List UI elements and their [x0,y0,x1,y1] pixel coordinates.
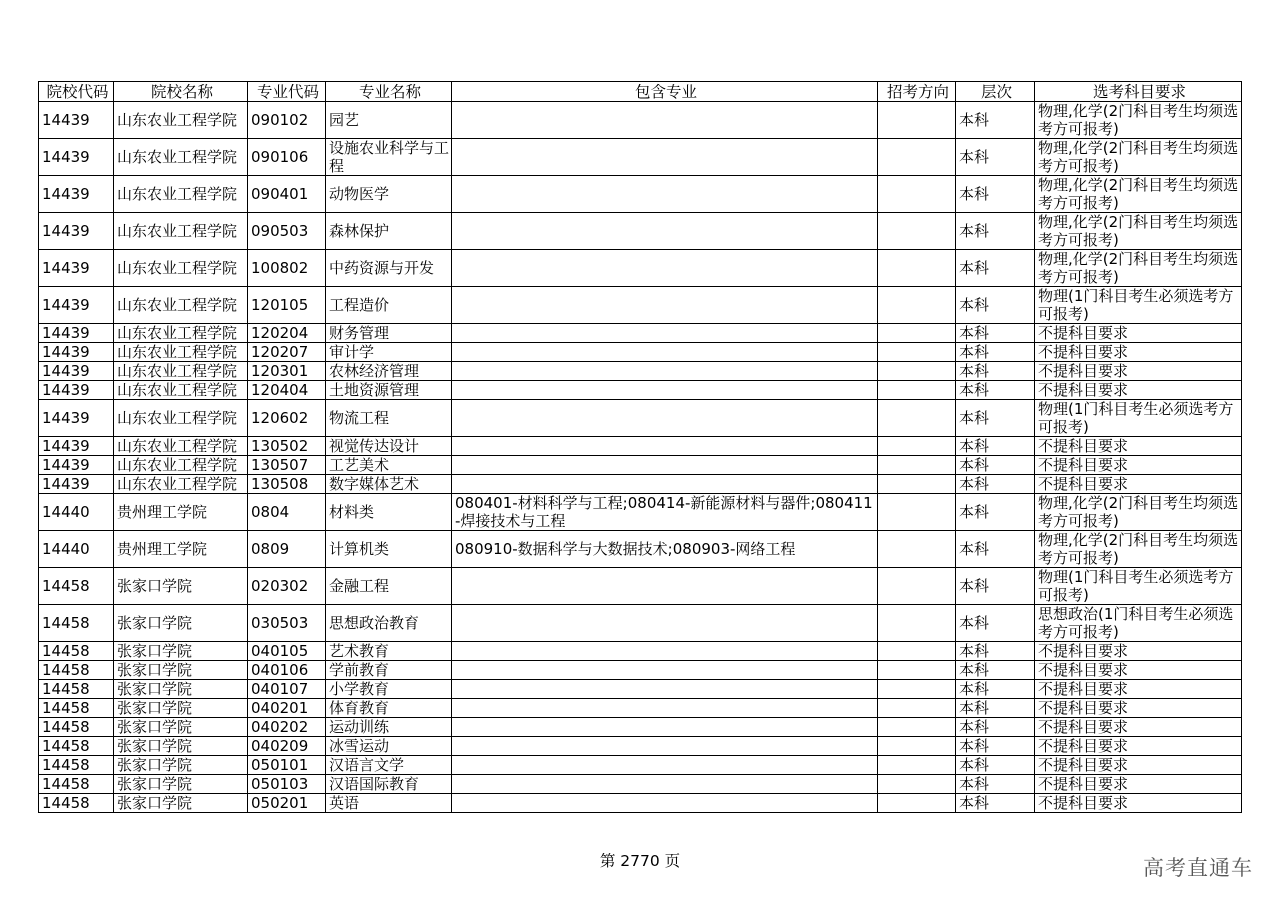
school-code-cell: 14439 [39,324,114,343]
direction-cell [878,437,956,456]
direction-cell [878,494,956,531]
major-code-cell: 120105 [248,287,326,324]
school-code-cell: 14458 [39,718,114,737]
major-name-cell: 小学教育 [326,680,452,699]
major-name-cell: 财务管理 [326,324,452,343]
level-cell: 本科 [956,794,1035,813]
included-majors-cell [452,102,878,139]
school-name-cell: 山东农业工程学院 [114,475,248,494]
table-row [39,456,1242,475]
level-cell: 本科 [956,737,1035,756]
included-majors-cell [452,139,878,176]
school-name-cell: 山东农业工程学院 [114,437,248,456]
major-name-cell: 物流工程 [326,400,452,437]
level-cell: 本科 [956,531,1035,568]
school-code-cell: 14458 [39,661,114,680]
major-name-cell: 数字媒体艺术 [326,475,452,494]
included-majors-cell [452,456,878,475]
subject-requirement-cell: 不提科目要求 [1035,456,1242,475]
school-code-cell: 14458 [39,680,114,699]
major-code-cell: 090401 [248,176,326,213]
school-name-cell: 张家口学院 [114,605,248,642]
level-cell: 本科 [956,250,1035,287]
level-cell: 本科 [956,362,1035,381]
included-majors-cell [452,176,878,213]
major-code-cell: 020302 [248,568,326,605]
subject-requirement-cell: 不提科目要求 [1035,794,1242,813]
major-code-cell: 040209 [248,737,326,756]
school-code-cell: 14439 [39,102,114,139]
table-row [39,680,1242,699]
school-name-cell: 张家口学院 [114,737,248,756]
major-code-cell: 0809 [248,531,326,568]
included-majors-cell [452,642,878,661]
included-majors-cell [452,756,878,775]
major-code-cell: 040106 [248,661,326,680]
table-row [39,756,1242,775]
direction-cell [878,718,956,737]
school-name-cell: 山东农业工程学院 [114,456,248,475]
direction-cell [878,324,956,343]
major-code-cell: 120602 [248,400,326,437]
major-code-cell: 120204 [248,324,326,343]
direction-cell [878,699,956,718]
major-code-cell: 040105 [248,642,326,661]
level-cell: 本科 [956,718,1035,737]
table-row [39,102,1242,139]
major-name-cell: 工艺美术 [326,456,452,475]
included-majors-cell [452,250,878,287]
school-name-cell: 张家口学院 [114,642,248,661]
subject-requirement-cell: 不提科目要求 [1035,362,1242,381]
direction-cell [878,605,956,642]
major-name-cell: 英语 [326,794,452,813]
major-name-cell: 材料类 [326,494,452,531]
direction-cell [878,661,956,680]
table-row [39,213,1242,250]
school-code-cell: 14439 [39,362,114,381]
level-cell: 本科 [956,381,1035,400]
school-code-cell: 14458 [39,756,114,775]
school-name-cell: 贵州理工学院 [114,531,248,568]
subject-requirement-cell: 物理,化学(2门科目考生均须选考方可报考) [1035,139,1242,176]
table-row [39,737,1242,756]
level-cell: 本科 [956,756,1035,775]
school-name-cell: 山东农业工程学院 [114,324,248,343]
table-row [39,176,1242,213]
school-code-cell: 14439 [39,381,114,400]
direction-cell [878,102,956,139]
table-row [39,775,1242,794]
school-code-cell: 14458 [39,605,114,642]
major-code-cell: 120301 [248,362,326,381]
table-row [39,381,1242,400]
school-name-cell: 山东农业工程学院 [114,362,248,381]
major-name-cell: 体育教育 [326,699,452,718]
school-name-cell: 山东农业工程学院 [114,102,248,139]
level-cell: 本科 [956,568,1035,605]
major-name-cell: 冰雪运动 [326,737,452,756]
school-code-cell: 14439 [39,176,114,213]
major-name-cell: 土地资源管理 [326,381,452,400]
admission-requirements-table [38,81,1242,813]
subject-requirement-cell: 不提科目要求 [1035,775,1242,794]
school-code-cell: 14458 [39,775,114,794]
direction-cell [878,250,956,287]
major-name-cell: 中药资源与开发 [326,250,452,287]
table-row [39,531,1242,568]
school-code-cell: 14439 [39,250,114,287]
subject-requirement-cell: 物理,化学(2门科目考生均须选考方可报考) [1035,494,1242,531]
included-majors-cell [452,437,878,456]
included-majors-cell [452,605,878,642]
table-row [39,287,1242,324]
level-cell: 本科 [956,456,1035,475]
subject-requirement-cell: 不提科目要求 [1035,437,1242,456]
school-code-cell: 14439 [39,139,114,176]
included-majors-cell [452,324,878,343]
table-row [39,794,1242,813]
level-cell: 本科 [956,642,1035,661]
school-name-cell: 张家口学院 [114,699,248,718]
subject-requirement-cell: 物理,化学(2门科目考生均须选考方可报考) [1035,176,1242,213]
table-row [39,699,1242,718]
table-row [39,343,1242,362]
subject-requirement-cell: 物理(1门科目考生必须选考方可报考) [1035,568,1242,605]
table-row [39,400,1242,437]
subject-requirement-cell: 物理(1门科目考生必须选考方可报考) [1035,400,1242,437]
direction-cell [878,362,956,381]
major-code-cell: 050103 [248,775,326,794]
subject-requirement-cell: 不提科目要求 [1035,343,1242,362]
subject-requirement-cell: 物理,化学(2门科目考生均须选考方可报考) [1035,102,1242,139]
included-majors-cell [452,680,878,699]
level-cell: 本科 [956,494,1035,531]
major-code-cell: 130508 [248,475,326,494]
major-code-cell: 130502 [248,437,326,456]
subject-requirement-cell: 不提科目要求 [1035,756,1242,775]
major-name-cell: 学前教育 [326,661,452,680]
direction-cell [878,680,956,699]
table-row [39,568,1242,605]
subject-requirement-cell: 不提科目要求 [1035,381,1242,400]
school-code-cell: 14439 [39,343,114,362]
school-code-cell: 14440 [39,531,114,568]
included-majors-cell [452,343,878,362]
major-name-cell: 金融工程 [326,568,452,605]
school-code-cell: 14439 [39,287,114,324]
subject-requirement-cell: 物理,化学(2门科目考生均须选考方可报考) [1035,531,1242,568]
table-row [39,362,1242,381]
header-school-name: 院校名称 [114,82,248,102]
school-code-cell: 14458 [39,794,114,813]
table-header-row [39,82,1242,102]
direction-cell [878,794,956,813]
direction-cell [878,531,956,568]
level-cell: 本科 [956,102,1035,139]
direction-cell [878,642,956,661]
included-majors-cell [452,287,878,324]
included-majors-cell [452,362,878,381]
level-cell: 本科 [956,680,1035,699]
level-cell: 本科 [956,287,1035,324]
subject-requirement-cell: 不提科目要求 [1035,324,1242,343]
school-name-cell: 张家口学院 [114,775,248,794]
level-cell: 本科 [956,176,1035,213]
major-name-cell: 园艺 [326,102,452,139]
included-majors-cell [452,718,878,737]
subject-requirement-cell: 物理,化学(2门科目考生均须选考方可报考) [1035,213,1242,250]
direction-cell [878,568,956,605]
included-majors-cell [452,775,878,794]
level-cell: 本科 [956,699,1035,718]
included-majors-cell [452,699,878,718]
direction-cell [878,475,956,494]
subject-requirement-cell: 不提科目要求 [1035,718,1242,737]
school-name-cell: 山东农业工程学院 [114,176,248,213]
level-cell: 本科 [956,343,1035,362]
level-cell: 本科 [956,661,1035,680]
school-name-cell: 贵州理工学院 [114,494,248,531]
included-majors-cell: 080910-数据科学与大数据技术;080903-网络工程 [452,531,878,568]
direction-cell [878,456,956,475]
included-majors-cell [452,794,878,813]
major-code-cell: 050201 [248,794,326,813]
subject-requirement-cell: 物理,化学(2门科目考生均须选考方可报考) [1035,250,1242,287]
subject-requirement-cell: 不提科目要求 [1035,642,1242,661]
level-cell: 本科 [956,400,1035,437]
school-code-cell: 14458 [39,642,114,661]
table-row [39,605,1242,642]
major-name-cell: 视觉传达设计 [326,437,452,456]
subject-requirement-cell: 不提科目要求 [1035,699,1242,718]
major-code-cell: 030503 [248,605,326,642]
major-name-cell: 设施农业科学与工程 [326,139,452,176]
major-code-cell: 120207 [248,343,326,362]
level-cell: 本科 [956,324,1035,343]
direction-cell [878,775,956,794]
major-code-cell: 120404 [248,381,326,400]
level-cell: 本科 [956,139,1035,176]
direction-cell [878,400,956,437]
school-code-cell: 14439 [39,475,114,494]
school-name-cell: 山东农业工程学院 [114,287,248,324]
watermark: 高考直通车 [1143,856,1253,880]
header-school-code: 院校代码 [39,82,114,102]
subject-requirement-cell: 物理(1门科目考生必须选考方可报考) [1035,287,1242,324]
page-number: 第 2770 页 [599,852,681,870]
table-row [39,642,1242,661]
major-name-cell: 运动训练 [326,718,452,737]
included-majors-cell [452,213,878,250]
major-name-cell: 汉语言文学 [326,756,452,775]
school-name-cell: 张家口学院 [114,718,248,737]
table-row [39,494,1242,531]
header-direction: 招考方向 [878,82,956,102]
school-code-cell: 14458 [39,737,114,756]
major-name-cell: 森林保护 [326,213,452,250]
direction-cell [878,287,956,324]
header-major-name: 专业名称 [326,82,452,102]
included-majors-cell [452,475,878,494]
major-code-cell: 090102 [248,102,326,139]
school-code-cell: 14458 [39,568,114,605]
table-row [39,718,1242,737]
header-included-majors: 包含专业 [452,82,878,102]
school-name-cell: 山东农业工程学院 [114,250,248,287]
major-name-cell: 思想政治教育 [326,605,452,642]
school-code-cell: 14458 [39,699,114,718]
direction-cell [878,139,956,176]
major-name-cell: 农林经济管理 [326,362,452,381]
table-row [39,475,1242,494]
school-code-cell: 14440 [39,494,114,531]
included-majors-cell [452,568,878,605]
level-cell: 本科 [956,775,1035,794]
subject-requirement-cell: 思想政治(1门科目考生必须选考方可报考) [1035,605,1242,642]
major-code-cell: 050101 [248,756,326,775]
school-name-cell: 张家口学院 [114,794,248,813]
table-row [39,437,1242,456]
direction-cell [878,213,956,250]
major-code-cell: 0804 [248,494,326,531]
school-name-cell: 山东农业工程学院 [114,400,248,437]
included-majors-cell: 080401-材料科学与工程;080414-新能源材料与器件;080411-焊接技术与工程 [452,494,878,531]
table-row [39,661,1242,680]
school-code-cell: 14439 [39,456,114,475]
direction-cell [878,176,956,213]
school-name-cell: 张家口学院 [114,680,248,699]
subject-requirement-cell: 不提科目要求 [1035,680,1242,699]
subject-requirement-cell: 不提科目要求 [1035,475,1242,494]
major-code-cell: 040202 [248,718,326,737]
school-code-cell: 14439 [39,400,114,437]
major-name-cell: 审计学 [326,343,452,362]
table-body [39,102,1242,813]
direction-cell [878,343,956,362]
major-code-cell: 100802 [248,250,326,287]
school-code-cell: 14439 [39,213,114,250]
major-code-cell: 040201 [248,699,326,718]
header-level: 层次 [956,82,1035,102]
major-name-cell: 计算机类 [326,531,452,568]
school-name-cell: 张家口学院 [114,756,248,775]
school-name-cell: 山东农业工程学院 [114,381,248,400]
header-major-code: 专业代码 [248,82,326,102]
level-cell: 本科 [956,475,1035,494]
level-cell: 本科 [956,605,1035,642]
included-majors-cell [452,400,878,437]
table-row [39,324,1242,343]
major-code-cell: 090106 [248,139,326,176]
major-name-cell: 汉语国际教育 [326,775,452,794]
school-name-cell: 山东农业工程学院 [114,213,248,250]
table-row [39,250,1242,287]
school-name-cell: 山东农业工程学院 [114,139,248,176]
major-name-cell: 动物医学 [326,176,452,213]
school-name-cell: 张家口学院 [114,661,248,680]
subject-requirement-cell: 不提科目要求 [1035,661,1242,680]
school-name-cell: 山东农业工程学院 [114,343,248,362]
major-code-cell: 090503 [248,213,326,250]
direction-cell [878,737,956,756]
major-code-cell: 130507 [248,456,326,475]
level-cell: 本科 [956,213,1035,250]
major-name-cell: 工程造价 [326,287,452,324]
included-majors-cell [452,661,878,680]
level-cell: 本科 [956,437,1035,456]
table-row [39,139,1242,176]
school-code-cell: 14439 [39,437,114,456]
major-code-cell: 040107 [248,680,326,699]
direction-cell [878,381,956,400]
direction-cell [878,756,956,775]
subject-requirement-cell: 不提科目要求 [1035,737,1242,756]
included-majors-cell [452,381,878,400]
header-subject-requirement: 选考科目要求 [1035,82,1242,102]
included-majors-cell [452,737,878,756]
major-name-cell: 艺术教育 [326,642,452,661]
school-name-cell: 张家口学院 [114,568,248,605]
